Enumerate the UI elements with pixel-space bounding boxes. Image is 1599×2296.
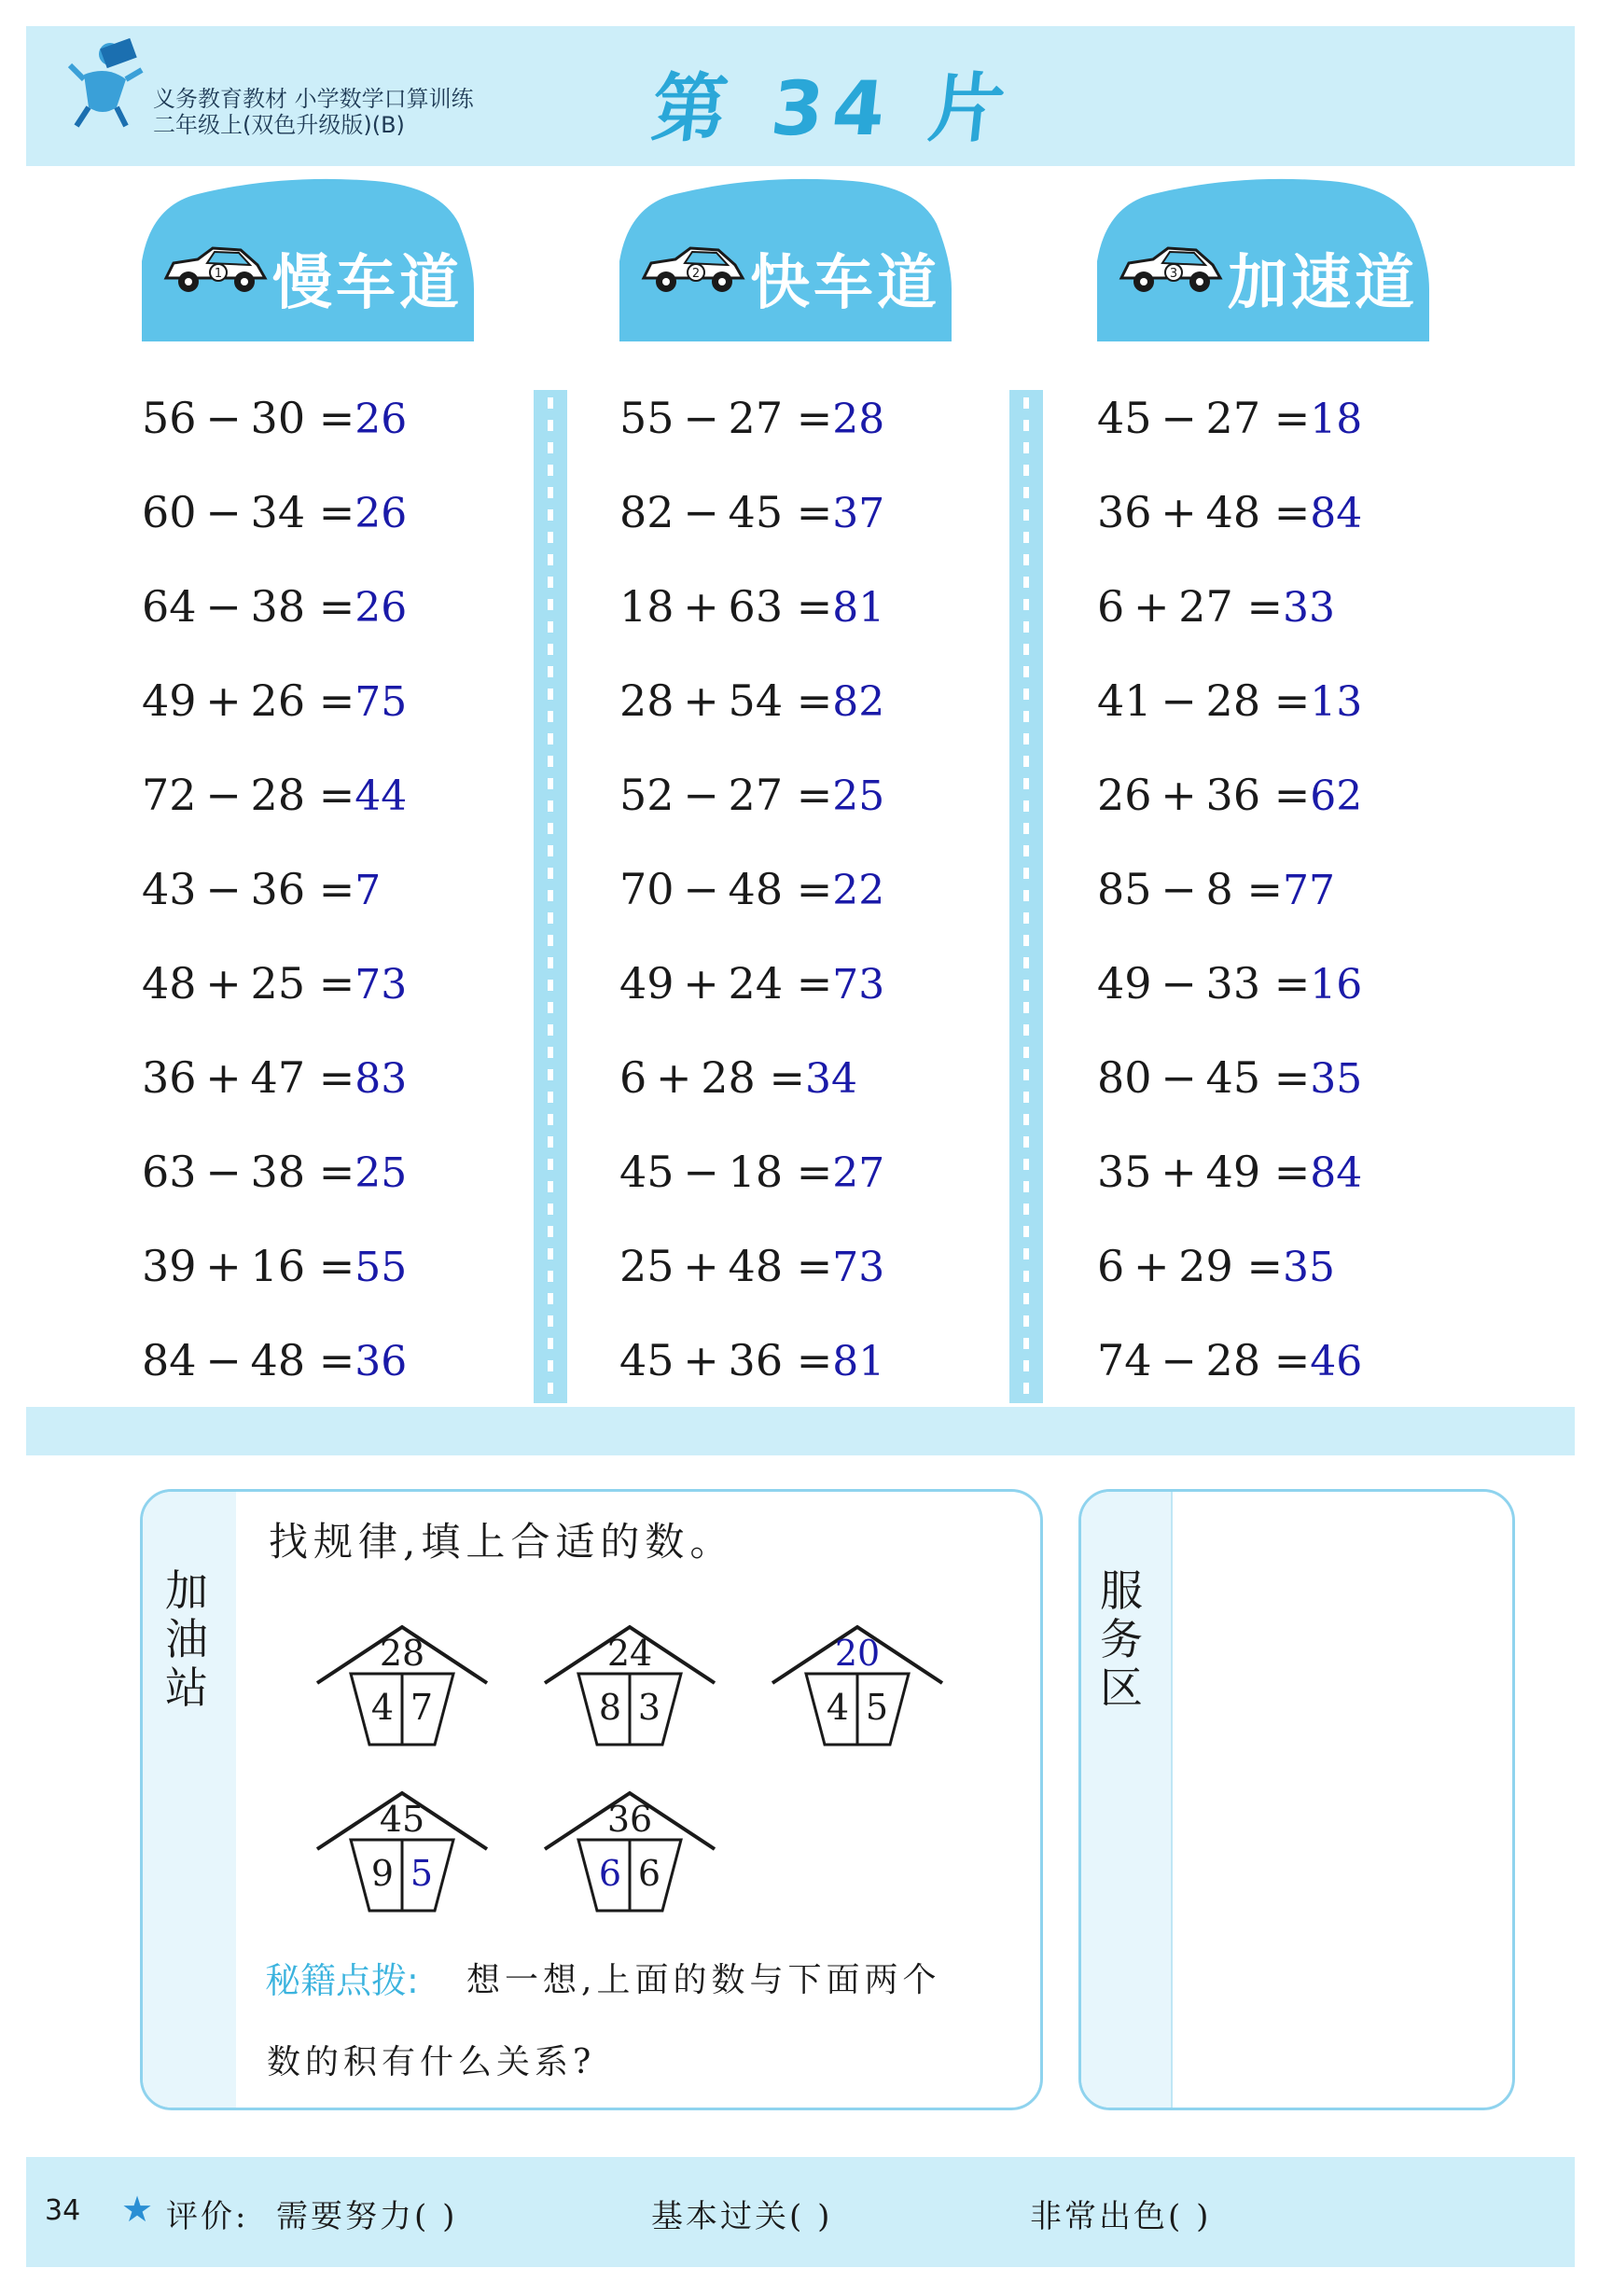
operand-a: 55 [619,393,674,443]
operator: − [1161,393,1197,443]
operand-b: 16 [250,1241,306,1291]
exercise-instruction: 找规律,填上合适的数。 [269,1519,735,1565]
race-car-icon [638,241,748,297]
problem-row [142,390,407,446]
answer[interactable]: 84 [1310,1149,1363,1197]
operator: + [683,1241,719,1291]
operand-a: 25 [619,1241,674,1291]
house-top-number[interactable]: 20 [834,1633,881,1674]
operator: − [205,393,242,443]
operand-b: 27 [728,393,784,443]
equals-sign: = [1260,1052,1311,1103]
operator: + [1161,770,1197,820]
house-left-number: 4 [370,1687,395,1728]
answer[interactable]: 82 [832,678,885,726]
problem-row [619,673,884,729]
problem-row [142,767,407,823]
operand-b: 36 [250,864,306,914]
operator: + [1161,1147,1197,1197]
equals-sign: = [305,864,355,914]
operator: + [205,958,242,1009]
answer[interactable]: 37 [832,490,885,537]
operand-b: 34 [250,487,306,537]
lane-header-3 [1097,177,1429,341]
equals-sign: = [783,958,833,1009]
gas-station-label: 加油站 [165,1565,208,1713]
operand-a: 18 [619,581,674,632]
operand-b: 25 [250,958,306,1009]
mascot-icon [65,37,149,131]
lane-divider [1009,390,1043,1403]
answer[interactable]: 35 [1283,1244,1335,1291]
house-top-number: 24 [606,1633,653,1674]
equals-sign: = [1232,581,1283,632]
answer[interactable]: 25 [355,1149,408,1197]
problem-row [142,1050,407,1106]
answer[interactable]: 35 [1310,1055,1363,1103]
equals-sign: = [783,864,833,914]
equals-sign: = [305,1241,355,1291]
operator: + [205,1052,242,1103]
problem-row [142,1144,407,1200]
answer[interactable]: 26 [355,490,408,537]
operand-b: 49 [1205,1147,1261,1197]
operand-b: 33 [1205,958,1261,1009]
eval-option-needs-effort[interactable]: 需要努力( ) [276,2198,458,2235]
answer[interactable]: 75 [355,678,408,726]
problem-row [1097,1332,1362,1388]
operand-a: 49 [1097,958,1152,1009]
problem-row [142,1332,407,1388]
operand-a: 56 [142,393,197,443]
answer[interactable]: 28 [832,396,885,443]
evaluation-label: 评价: [166,2198,249,2235]
tip-text-line2: 数的积有什么关系? [267,2043,596,2081]
lane-title: 快车道 [750,249,940,318]
answer[interactable]: 36 [355,1338,408,1385]
problem-row [142,955,407,1011]
operand-b: 27 [1205,393,1261,443]
house-top-number: 28 [379,1633,425,1674]
house-left-number[interactable]: 6 [598,1853,622,1894]
operand-a: 74 [1097,1335,1152,1385]
number-house [313,1788,491,1937]
problem-row [1097,673,1362,729]
equals-sign: = [1260,770,1311,820]
operand-a: 52 [619,770,674,820]
operand-a: 26 [1097,770,1152,820]
number-house [541,1788,718,1937]
equals-sign: = [1260,1147,1311,1197]
lane-header-2 [619,177,952,341]
operator: − [205,1335,242,1385]
answer[interactable]: 77 [1283,867,1335,914]
equals-sign: = [783,393,833,443]
equals-sign: = [783,487,833,537]
race-car-icon [1116,241,1226,297]
operator: + [683,581,719,632]
operand-b: 36 [1205,770,1261,820]
problem-row [1097,390,1362,446]
operator: − [1161,958,1197,1009]
equals-sign: = [305,581,355,632]
house-right-number[interactable]: 5 [410,1853,434,1894]
service-area-label: 服务区 [1100,1565,1143,1713]
number-house [313,1621,491,1771]
operand-b: 63 [728,581,784,632]
lane-divider [534,390,567,1403]
operator: − [1161,864,1197,914]
equals-sign: = [1260,487,1311,537]
problem-row [619,1238,884,1294]
equals-sign: = [305,487,355,537]
house-left-number: 9 [370,1853,395,1894]
operand-b: 8 [1205,864,1233,914]
house-right-number: 7 [410,1687,434,1728]
answer[interactable]: 16 [1310,961,1363,1009]
section-band [26,1407,1575,1455]
answer[interactable]: 26 [355,584,408,632]
operator: − [1161,1052,1197,1103]
number-house [769,1621,946,1771]
equals-sign: = [783,770,833,820]
star-icon: ★ [121,2189,154,2230]
car-number: 1 [214,267,223,281]
car-number: 2 [691,267,701,281]
operator: + [683,958,719,1009]
answer[interactable]: 44 [355,772,408,820]
answer[interactable]: 27 [832,1149,885,1197]
answer[interactable]: 34 [805,1055,857,1103]
operator: − [205,581,242,632]
operator: − [683,1147,719,1197]
answer[interactable]: 81 [832,584,885,632]
problem-row [1097,578,1335,634]
operator: − [205,1147,242,1197]
operator: − [1161,1335,1197,1385]
operand-a: 45 [1097,393,1152,443]
house-right-number: 5 [865,1687,889,1728]
operator: − [683,393,719,443]
problem-row [619,861,884,917]
operand-a: 39 [142,1241,197,1291]
operand-b: 45 [1205,1052,1261,1103]
equals-sign: = [783,1335,833,1385]
service-area-divider [1171,1492,1173,2108]
house-left-number: 4 [826,1687,850,1728]
problem-row [1097,955,1362,1011]
answer[interactable]: 55 [355,1244,408,1291]
house-right-number: 3 [637,1687,661,1728]
problem-row [1097,1144,1362,1200]
problem-row [1097,861,1335,917]
problem-row [142,484,407,540]
equals-sign: = [783,1241,833,1291]
operand-a: 6 [1097,581,1125,632]
operand-b: 27 [728,770,784,820]
eval-option-pass[interactable]: 基本过关( ) [651,2198,833,2235]
equals-sign: = [305,1052,355,1103]
page-number: 34 [45,2194,81,2227]
equals-sign: = [1260,958,1311,1009]
operand-b: 48 [728,864,784,914]
answer[interactable]: 73 [355,961,408,1009]
service-area-panel [1078,1489,1515,2110]
operand-a: 64 [142,581,197,632]
operator: − [205,487,242,537]
operand-a: 48 [142,958,197,1009]
answer[interactable]: 25 [832,772,885,820]
problem-row [142,578,407,634]
race-car-icon [160,241,271,297]
equals-sign: = [1232,864,1283,914]
problem-row [1097,1050,1362,1106]
house-left-number: 8 [598,1687,622,1728]
operator: + [205,1241,242,1291]
operator: + [683,1335,719,1385]
operand-a: 82 [619,487,674,537]
problem-row [619,484,884,540]
lane-title: 加速道 [1228,249,1418,318]
operand-b: 28 [250,770,306,820]
answer[interactable]: 13 [1310,678,1363,726]
operand-b: 45 [728,487,784,537]
equals-sign: = [1260,393,1311,443]
operand-b: 38 [250,1147,306,1197]
answer[interactable]: 81 [832,1338,885,1385]
operand-a: 63 [142,1147,197,1197]
equals-sign: = [1260,675,1311,726]
operand-a: 43 [142,864,197,914]
operand-a: 6 [619,1052,647,1103]
equals-sign: = [783,675,833,726]
operator: + [205,675,242,726]
operand-b: 28 [1205,1335,1261,1385]
operator: − [1161,675,1197,726]
equals-sign: = [1232,1241,1283,1291]
operand-b: 30 [250,393,306,443]
operator: + [1133,581,1170,632]
operand-a: 60 [142,487,197,537]
operator: − [683,864,719,914]
operand-a: 49 [142,675,197,726]
equals-sign: = [783,581,833,632]
operand-b: 48 [728,1241,784,1291]
equals-sign: = [1260,1335,1311,1385]
operand-b: 28 [701,1052,756,1103]
problem-row [1097,767,1362,823]
operand-a: 41 [1097,675,1152,726]
problem-row [619,390,884,446]
tip-heading: 秘籍点拨: [265,1960,419,2001]
equals-sign: = [305,675,355,726]
equals-sign: = [305,1147,355,1197]
tip-text-line1: 想一想,上面的数与下面两个 [466,1961,941,1999]
house-right-number: 6 [637,1853,661,1894]
book-edition: 二年级上(双色升级版)(B) [153,112,405,138]
problem-row [1097,484,1362,540]
operand-a: 35 [1097,1147,1152,1197]
equals-sign: = [783,1147,833,1197]
operand-b: 38 [250,581,306,632]
operand-b: 29 [1178,1241,1233,1291]
lane-header-1 [142,177,474,341]
problem-row [142,673,407,729]
answer[interactable]: 73 [832,961,885,1009]
page-title: 第 34 片 [647,65,1019,152]
operand-a: 28 [619,675,674,726]
problem-row [619,767,884,823]
answer[interactable]: 84 [1310,490,1363,537]
problem-row [142,1238,407,1294]
equals-sign: = [305,1335,355,1385]
answer[interactable]: 33 [1283,584,1335,632]
operand-b: 48 [1205,487,1261,537]
equals-sign: = [305,393,355,443]
operand-b: 27 [1178,581,1233,632]
eval-option-excellent[interactable]: 非常出色( ) [1030,2198,1212,2235]
operand-a: 72 [142,770,197,820]
answer[interactable]: 7 [355,867,382,914]
problem-row [619,1332,884,1388]
operator: − [683,487,719,537]
equals-sign: = [755,1052,805,1103]
number-house [541,1621,718,1771]
operand-a: 45 [619,1335,674,1385]
operand-a: 36 [142,1052,197,1103]
operand-a: 84 [142,1335,197,1385]
answer[interactable]: 46 [1310,1338,1363,1385]
operator: − [683,770,719,820]
answer[interactable]: 22 [832,867,885,914]
operator: + [683,675,719,726]
house-top-number: 45 [379,1799,425,1840]
equals-sign: = [305,958,355,1009]
answer[interactable]: 62 [1310,772,1363,820]
operator: − [205,864,242,914]
book-title: 义务教育教材 小学数学口算训练 [153,86,474,112]
problem-row [619,1144,884,1200]
operand-a: 45 [619,1147,674,1197]
answer[interactable]: 73 [832,1244,885,1291]
operand-a: 70 [619,864,674,914]
operand-a: 36 [1097,487,1152,537]
operator: + [656,1052,692,1103]
problem-row [1097,1238,1335,1294]
operand-b: 36 [728,1335,784,1385]
problem-row [619,578,884,634]
answer[interactable]: 26 [355,396,408,443]
operand-a: 49 [619,958,674,1009]
problem-row [619,1050,857,1106]
car-number: 3 [1169,267,1178,281]
operand-b: 26 [250,675,306,726]
lane-title: 慢车道 [272,249,463,318]
operator: + [1133,1241,1170,1291]
house-top-number: 36 [606,1799,653,1840]
operand-b: 28 [1205,675,1261,726]
operand-b: 54 [728,675,784,726]
operand-b: 47 [250,1052,306,1103]
answer[interactable]: 83 [355,1055,408,1103]
operand-b: 24 [728,958,784,1009]
problem-row [142,861,381,917]
operand-b: 18 [728,1147,784,1197]
equals-sign: = [305,770,355,820]
operand-a: 85 [1097,864,1152,914]
operator: + [1161,487,1197,537]
operand-b: 48 [250,1335,306,1385]
operator: − [205,770,242,820]
answer[interactable]: 18 [1310,396,1363,443]
operand-a: 6 [1097,1241,1125,1291]
problem-row [619,955,884,1011]
operand-a: 80 [1097,1052,1152,1103]
